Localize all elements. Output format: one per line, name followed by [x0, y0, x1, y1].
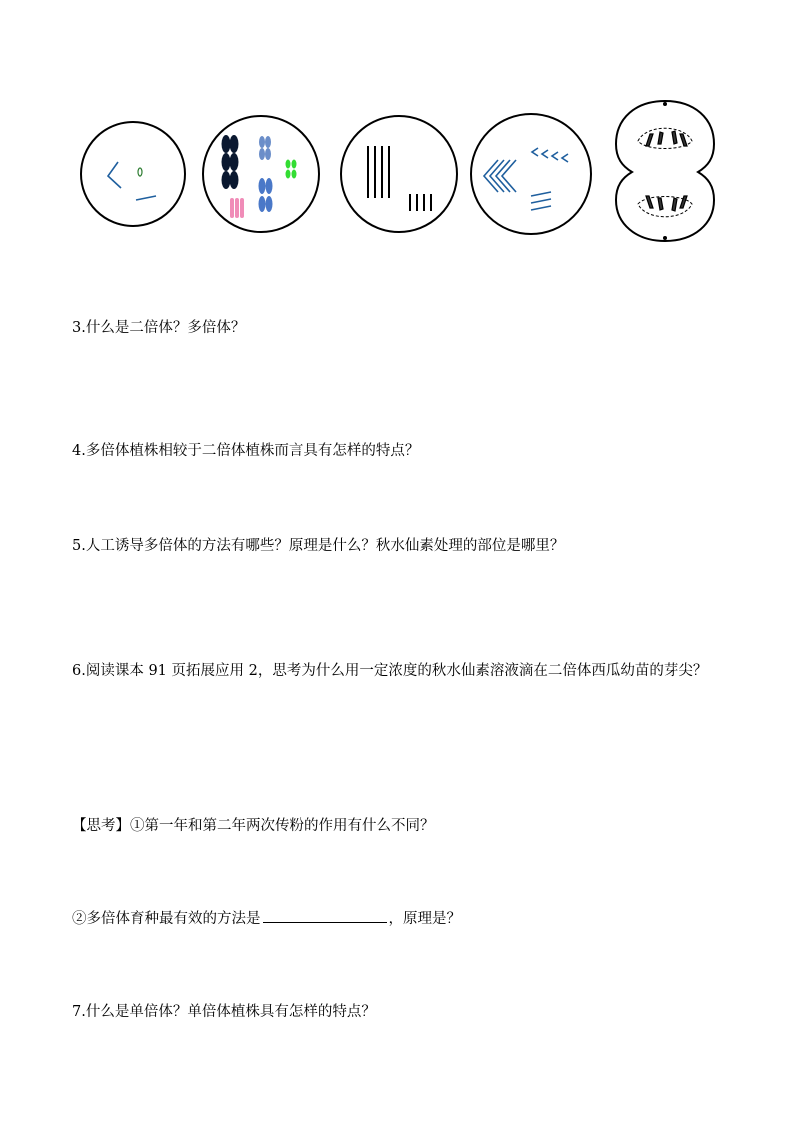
- fill-in-blank: [263, 908, 387, 923]
- question-4: 4.多倍体植株相较于二倍体植株而言具有怎样的特点？: [72, 443, 420, 459]
- cell-5-dividing: [616, 101, 714, 241]
- question-5: 5.人工诱导多倍体的方法有哪些？原理是什么？秋水仙素处理的部位是哪里？: [72, 538, 565, 554]
- think-2: [72, 904, 461, 934]
- think-2-prefix: ②多倍体育种最有效的方法是: [72, 911, 261, 927]
- question-3: 3.什么是二倍体？多倍体？: [72, 320, 246, 336]
- cell-3: [341, 116, 457, 232]
- question-6: 6.阅读课本 91 页拓展应用 2，思考为什么用一定浓度的秋水仙素溶液滴在二倍体西瓜幼苗的芽尖？: [72, 663, 708, 679]
- think-1: 【思考】①第一年和第二年两次传粉的作用有什么不同？: [72, 818, 435, 834]
- cell-4: [471, 114, 591, 234]
- think-2-suffix: ，原理是？: [388, 911, 461, 927]
- question-7: 7.什么是单倍体？单倍体植株具有怎样的特点？: [72, 1004, 376, 1020]
- cell-2: [203, 116, 319, 232]
- cell-1: [81, 122, 185, 226]
- cell-diagrams: [76, 96, 726, 246]
